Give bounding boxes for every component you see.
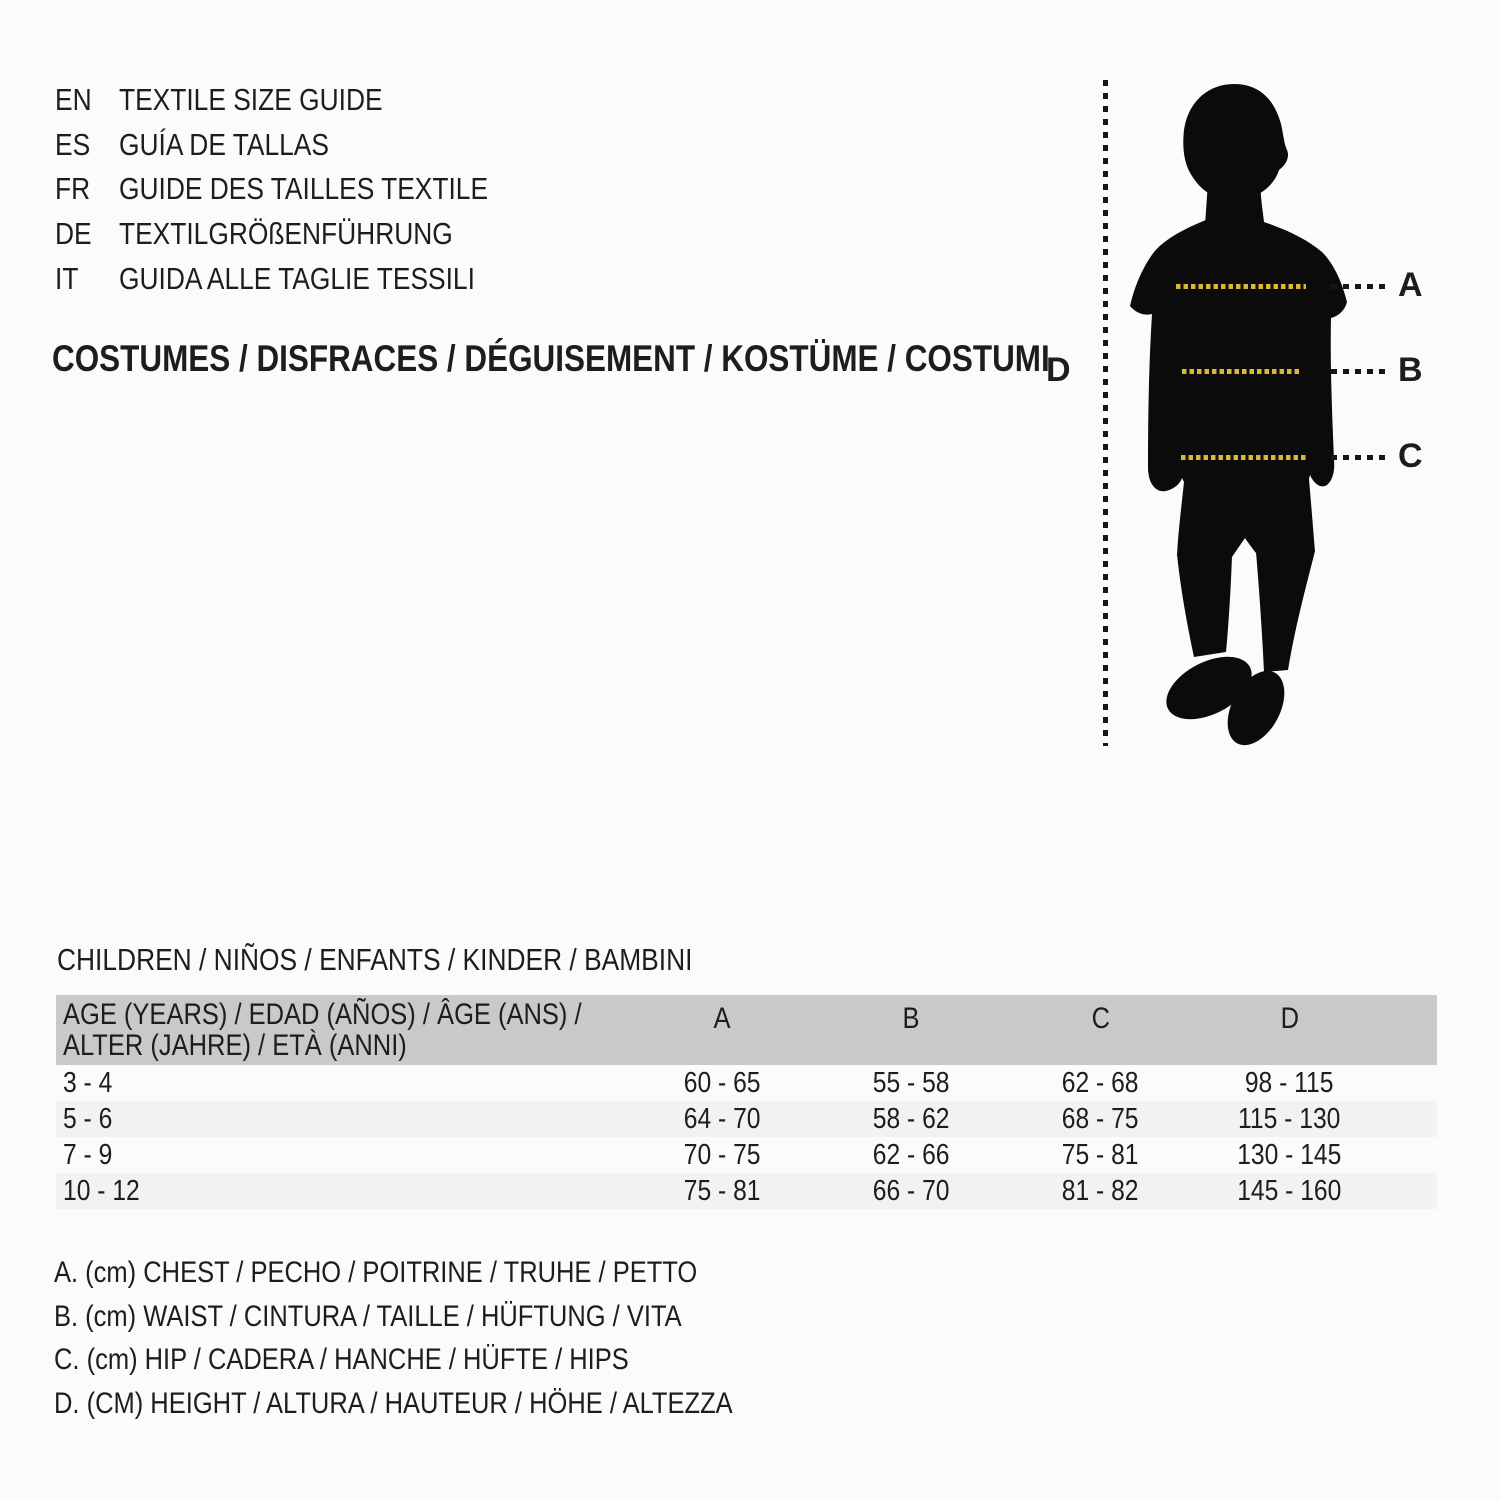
column-header-b: B xyxy=(902,1002,920,1035)
hip-dotted-connector xyxy=(1331,455,1389,460)
lang-code-fr: FR xyxy=(55,171,91,207)
column-header-a: A xyxy=(713,1002,731,1035)
language-row-it xyxy=(55,256,553,301)
chest-cell: 70 - 75 xyxy=(684,1139,761,1171)
height-cell: 98 - 115 xyxy=(1245,1067,1334,1099)
language-row-es xyxy=(55,123,553,168)
table-header-row xyxy=(56,995,1437,1065)
age-cell: 5 - 6 xyxy=(63,1103,113,1135)
table-row xyxy=(56,1065,1437,1101)
lang-title-it: GUIDA ALLE TAGLIE TESSILI xyxy=(119,260,475,296)
lang-code-en: EN xyxy=(55,82,92,118)
language-row-fr xyxy=(55,167,553,212)
hip-cell: 62 - 68 xyxy=(1062,1067,1139,1099)
chest-cell: 64 - 70 xyxy=(684,1103,761,1135)
language-title-list xyxy=(55,78,553,301)
lang-code-it: IT xyxy=(55,260,79,296)
hip-cell: 81 - 82 xyxy=(1062,1175,1139,1207)
height-cell: 115 - 130 xyxy=(1238,1103,1341,1135)
hip-cell: 68 - 75 xyxy=(1062,1103,1139,1135)
measurement-legend xyxy=(54,1251,852,1425)
waist-cell: 66 - 70 xyxy=(873,1175,950,1207)
hip-dashed-line xyxy=(1181,455,1307,460)
height-cell: 130 - 145 xyxy=(1237,1139,1342,1171)
age-cell: 3 - 4 xyxy=(63,1067,113,1099)
language-row-de xyxy=(55,212,553,257)
waist-cell: 55 - 58 xyxy=(873,1067,950,1099)
table-row xyxy=(56,1173,1437,1209)
lang-title-en: TEXTILE SIZE GUIDE xyxy=(119,82,383,118)
height-cell: 145 - 160 xyxy=(1237,1175,1342,1207)
column-header-d: D xyxy=(1280,1002,1299,1035)
table-title: CHILDREN / NIÑOS / ENFANTS / KINDER / BAMBINI xyxy=(57,942,693,977)
table-row xyxy=(56,1137,1437,1173)
column-header-c: C xyxy=(1091,1002,1110,1035)
age-cell: 7 - 9 xyxy=(63,1139,113,1171)
waist-measure-label: B xyxy=(1398,351,1423,389)
table-row xyxy=(56,1101,1437,1137)
waist-cell: 58 - 62 xyxy=(873,1103,950,1135)
lang-title-fr: GUIDE DES TAILLES TEXTILE xyxy=(119,171,489,207)
legend-waist: B. (cm) WAIST / CINTURA / TAILLE / HÜFTUNG / VITA xyxy=(54,1299,682,1333)
chest-cell: 60 - 65 xyxy=(684,1067,761,1099)
legend-height: D. (CM) HEIGHT / ALTURA / HAUTEUR / HÖHE / ALTEZZA xyxy=(54,1386,733,1420)
age-cell: 10 - 12 xyxy=(63,1175,140,1207)
legend-chest: A. (cm) CHEST / PECHO / POITRINE / TRUHE / PETTO xyxy=(54,1256,698,1289)
waist-dashed-line xyxy=(1182,369,1300,374)
age-column-header: AGE (YEARS) / EDAD (AÑOS) / ÂGE (ANS) / ALTER (JAHRE) / ETÀ (ANNI) xyxy=(63,998,582,1062)
chest-dotted-connector xyxy=(1331,284,1389,289)
chest-measure-label: A xyxy=(1398,266,1423,304)
legend-hip: C. (cm) HIP / CADERA / HANCHE / HÜFTE / HIPS xyxy=(54,1343,629,1377)
height-measure-label: D xyxy=(1046,351,1071,389)
lang-code-es: ES xyxy=(55,126,91,162)
children-size-table xyxy=(56,995,1437,1209)
lang-title-de: TEXTILGRÖßENFÜHRUNG xyxy=(119,216,453,252)
chest-dashed-line xyxy=(1176,284,1306,289)
lang-code-de: DE xyxy=(55,216,92,252)
hip-measure-label: C xyxy=(1398,437,1423,475)
child-silhouette xyxy=(1122,72,1372,752)
height-dotted-line xyxy=(1103,80,1108,746)
category-heading: COSTUMES / DISFRACES / DÉGUISEMENT / KOSTÜME / COSTUMI xyxy=(52,338,1050,379)
chest-cell: 75 - 81 xyxy=(684,1175,761,1207)
language-row-en xyxy=(55,78,553,123)
waist-dotted-connector xyxy=(1331,369,1389,374)
lang-title-es: GUÍA DE TALLAS xyxy=(119,126,329,162)
hip-cell: 75 - 81 xyxy=(1062,1139,1139,1171)
waist-cell: 62 - 66 xyxy=(873,1139,950,1171)
